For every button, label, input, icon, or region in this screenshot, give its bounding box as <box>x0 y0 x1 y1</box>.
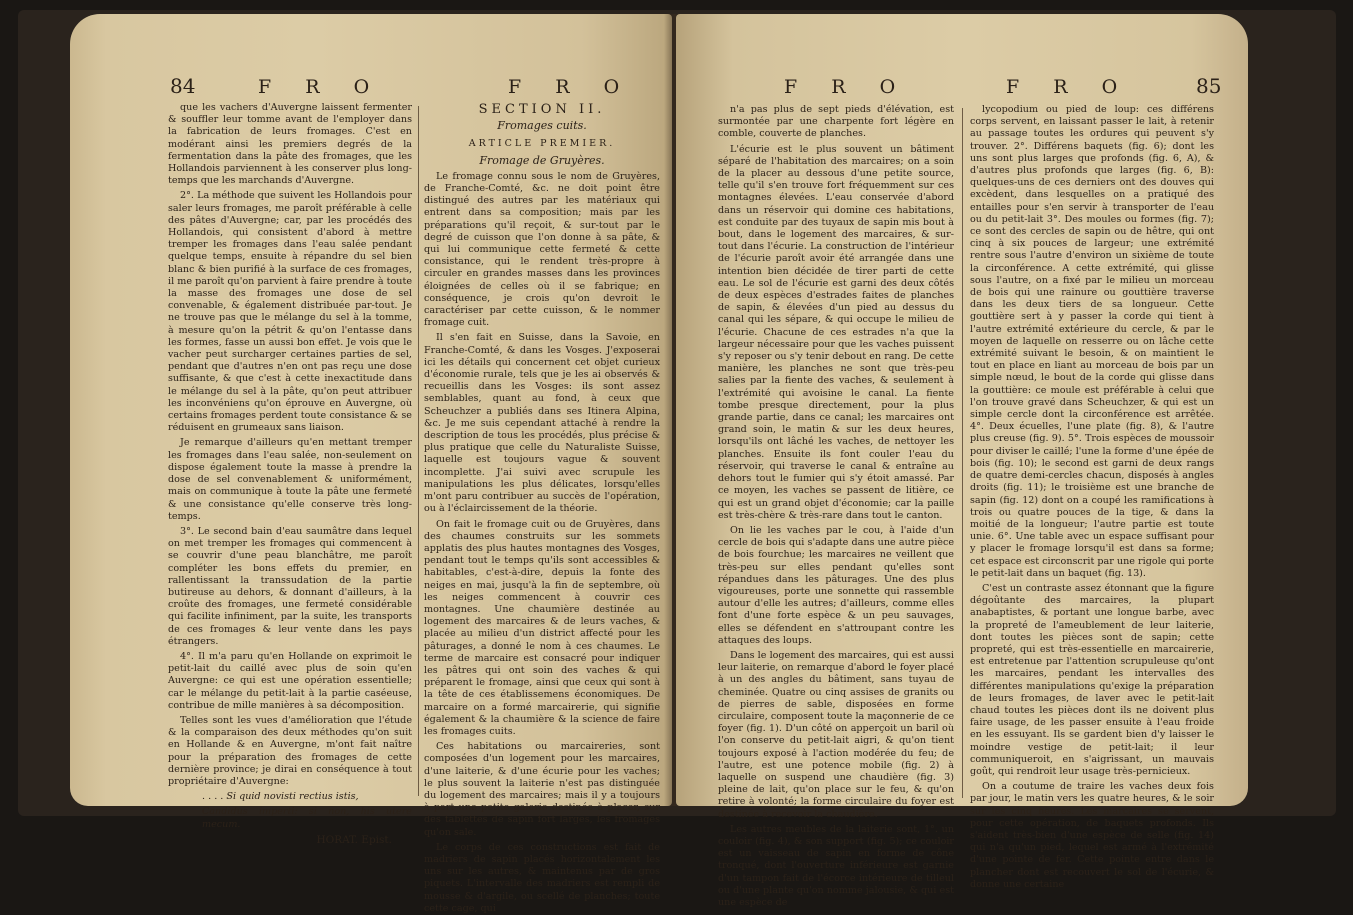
running-head: F R O <box>508 76 634 98</box>
left-page <box>70 14 672 914</box>
paragraph: lycopodium ou pied de loup: ces différens corps servent, en laissant passer le lait, à retenir au passage toutes les ordures qui peuvent s'y trouver. 2°. Différens baquets (fig. 6); dont les uns sont plus larges que profonds (fig. 6, A), & d'autres plus profonds que larges (fig. 6, B): quelques-uns de ces derniers ont des douves qui excèdent, dans lesquelles on a pratiqué des entailles pour s'en servir à transporter de l'eau ou du petit-lait 3°. Des moules ou formes (fig. 7); ce sont des cercles de sapin ou de hêtre, qui ont cinq à six pouces de largeur; une extrémité rentre sous l'autre d'environ un sixième de toute la circonférence. A cette extrémité, qui glisse sous l'autre, on a fixé par le milieu un morceau de bois qui une rainure ou gouttière traverse dans les deux tiers de sa longueur. Cette gouttière sert à y passer la corde qui tient à l'autre extrémité extérieure du cercle, & par le moyen de laquelle on resserre ou on lâche cette extrémité suivant le besoin, & on maintient le tout en place en liant au morceau de bois par un simple nœud, le bout de la corde qui glisse dans la gouttière: ce moule est préférable à celui que l'on trouve gravé dans Scheuchzer, & qui est un simple cercle dont la circonférence est arrêtée. 4°. Deux écuelles, l'une plate (fig. 8), & l'autre plus creuse (fig. 9). 5°. Trois espèces de moussoir pour diviser le caillé; l'une la forme d'une épée de bois (fig. 10); le second est garni de deux rangs de quatre demi-cercles chacun, disposés à angles droits (fig. 11); le troisième est une branche de sapin (fig. 12) dont on a coupé les ramifications à trois ou quatre pouces de la tige, & dans la moitié de la longueur; l'autre partie est toute unie. 6°. Une table avec un espace suffisant pour y placer le fromage lorsqu'il est dans sa forme; cet espace est circonscrit par une rigole qui porte le petit-lait dans un baquet (fig. 13). <box>970 104 1214 579</box>
paragraph: L'écurie est le plus souvent un bâtiment séparé de l'habitation des marcaires; on a soin de la placer au dessous d'une petite source, telle qu'il s'en trouve fort fréquemment sur ces montagnes élevées. L'eau conservée d'abord dans un réservoir qui domine ces habitations, est conduite par des tuyaux de sapin mis bout à bout, dans le logement des marcaires, & sur-tout dans l'écurie. La construction de l'intérieur de l'écurie paroît avoir été arrangée dans une intention bien décidée de tirer parti de cette eau. Le sol de l'écurie est garni des deux côtés de deux espèces d'estrades faites de planches de sapin, & élevées d'un pied au dessus du canal qui les sépare, & qui occupe le milieu de l'écurie. Chacune de ces estrades n'a que la largeur nécessaire pour que les vaches puissent s'y reposer ou s'y tenir debout en rang. De cette manière, les planches ne sont que très-peu salies par la fiente des vaches, & seulement à l'extrémité qui avoisine le canal. La fiente tombe presque directement, pour la plus grande partie, dans ce canal; les marcaires ont grand soin, le matin & sur les deux heures, lorsqu'ils ont lâché les vaches, de nettoyer les planches. Ensuite ils font couler l'eau du réservoir, qui traverse le canal & entraîne au dehors tout le fumier qui s'y étoit amassé. Par ce moyen, les vaches se passent de litière, ce qui est un grand objet d'économie; car la paille est très-chère & très-rare dans tout le canton. <box>718 143 954 521</box>
running-head: F R O <box>784 76 910 98</box>
article-heading: ARTICLE PREMIER. <box>468 138 616 150</box>
quote-attribution: HORAT. Epist. <box>316 833 392 846</box>
text-column-1 <box>168 102 412 846</box>
paragraph: Ces habitations ou marcaireries, sont composées d'un logement pour les marcaires, d'une laiterie, & d'une écurie pour les vaches; le plus souvent la laiterie n'est pas distinguée du logement des marcaires; mais il y a toujours à part une petite galerie destinée à placer, sur des tablettes de sapin fort larges, les fromages qu'on sale. <box>424 741 660 838</box>
right-page <box>676 14 1248 908</box>
paragraph: 3°. Le second bain d'eau saumâtre dans lequel on met tremper les fromages qui commencent à se couvrir d'une peau blanchâtre, me paroît compléter les bons effets du premier, en rallentissant la transsudation de la partie butireuse au dehors, & donnant d'ailleurs, à la croûte des fromages, une fermeté considérable qui facilite infiniment, par la suite, les transports de ces fromages & leur vente dans les pays étrangers. <box>168 525 412 647</box>
text-column-1 <box>718 104 954 908</box>
paragraph: Dans le logement des marcaires, qui est aussi leur laiterie, on remarque d'abord le foyer placé à un des angles du bâtiment, sans tuyau de cheminée. Quatre ou cinq assises de granits ou de pierres de sable, disposées en forme circulaire, composent toute la maçonnerie de ce foyer (fig. 1). D'un côté on apperçoit un baril où l'on conserve du petit-lait aigri, & qu'on tient toujours exposé à l'action modérée du feu; de l'autre, est une potence mobile (fig. 2) à laquelle on suspend une chaudière (fig. 3) pleine de lait, qu'on place sur le feu, & qu'on retire à volonté; la forme circulaire du foyer est destinée à recevoir la chaudière. <box>718 649 954 820</box>
quote-line: . . . . Si quid novisti rectius istis, <box>202 791 359 803</box>
section-heading: SECTION II. <box>478 102 606 117</box>
paragraph: On fait le fromage cuit ou de Gruyères, dans des chaumes construits sur les sommets applatis des plus hautes montagnes des Vosges, pendant tout le temps qu'ils sont accessibles & habitables, c'est-à-dire, depuis la fonte des neiges en mai, jusqu'à la fin de septembre, où les neiges commencent à couvrir ces montagnes. Une chaumière destinée au logement des marcaires & de leurs vaches, & placée au milieu d'un district affecté pour les pâturages, a donné le nom à ces chaumes. Le terme de marcaire est consacré pour indiquer les pâtres qui ont soin des vaches & qui préparent le fromage, ainsi que ceux qui sont à la tête de ces établissemens économiques. De marcaire on a formé marcairerie, qui signifie également & la chaumière & la science de faire les fromages cuits. <box>424 518 660 737</box>
column-divider <box>962 108 963 798</box>
paragraph: On lie les vaches par le cou, à l'aide d'un cercle de bois qui s'adapte dans une autre pièce de bois fourchue; les marcaires ne veillent que très-peu sur elles pendant qu'elles sont répandues dans les pâturages. Une des plus vigoureuses, porte une sonnette qui rassemble autour d'elle les autres; d'ailleurs, comme elles font d'une forte espèce & un peu sauvages, elles se défendent en s'attroupant contre les attaques des loups. <box>718 524 954 646</box>
paragraph: Les autres meubles de la laiterie sont, 1°. un couloir (fig. 4), & son support (fig. 5); ce couloir est un vaisseau de sapin en forme de cône tronqué, dont l'ouverture inférieure est garnie d'un tampon fait de l'écorce intérieure de tilleul ou d'une plante qu'on nomme jalousie, & qui est une espèce de <box>718 823 954 908</box>
paragraph: 2°. La méthode que suivent les Hollandois pour saler leurs fromages, me paroît préférable à celle des pâtes d'Auvergne; car, par les procédés des Hollandois, qui consistent d'abord à mettre tremper les fromages dans l'eau salée pendant quelque temps, ensuite à répandre du sel bien blanc & bien purifié à la surface de ces fromages, il me paroît qu'on parvient à faire prendre à toute la masse des fromages une dose de sel convenable, & également distribuée par-tout. Je ne trouve pas que le mélange du sel à la tomme, à mesure qu'on la pétrit & qu'on l'entasse dans les formes, fasse un aussi bon effet. Je vois que le vacher peut surcharger certaines parties de sel, pendant que d'autres n'en ont pas reçu une dose suffisante, & que c'est à cette inexactitude dans le mélange du sel à la pâte, qu'on peut attribuer les inconvéniens qu'on éprouve en Auvergne, où certains fromages perdent toute consistance & se réduisent en grumeaux sans liaison. <box>168 190 412 434</box>
paragraph: Je remarque d'ailleurs qu'en mettant tremper les fromages dans l'eau salée, non-seulement on dispose également toute la masse à prendre la dose de sel convenablement & uniformément, mais on communique à toute la pâte une fermeté & une consistance qu'elle conserve très long-temps. <box>168 437 412 522</box>
paragraph: Telles sont les vues d'amélioration que l'étude & la comparaison des deux méthodes qu'on suit en Hollande & en Auvergne, m'ont fait naître pour la préparation des fromages de cette dernière province; je dirai en conséquence à tout propriétaire d'Auvergne: <box>168 714 412 787</box>
paragraph: Le fromage connu sous le nom de Gruyères, de Franche-Comté, &c. ne doit point être distingué des autres par les matériaux qui entrent dans sa composition; mais par les préparations qu'il reçoit, & sur-tout par le degré de cuisson que l'on donne à sa pâte, & qui lui communique cette fermeté & cette consistance, qui le rendent très-propre à circuler en grandes masses dans les provinces éloignées de celles où il se fabrique; en conséquence, je crois qu'on devroit le caractériser par cette cuisson, & le nommer fromage cuit. <box>424 170 660 329</box>
page-number: 85 <box>1196 74 1222 98</box>
section-subtitle: Fromages cuits. <box>497 119 587 133</box>
paragraph: n'a pas plus de sept pieds d'élévation, est surmontée par une charpente fort légère en comble, couverte de planches. <box>718 104 954 140</box>
paragraph: C'est un contraste assez étonnant que la figure dégoûtante des marcaires, la plupart anabaptistes, & portant une longue barbe, avec la propreté de l'ameublement de leur laiterie, dont toutes les pièces sont de sapin; cette propreté, qui est très-essentielle en marcairerie, est entretenue par l'attention scrupuleuse qu'ont les marcaires, pendant les intervalles des différentes manipulations qu'exige la préparation de leurs fromages, de laver avec le petit-lait chaud toutes les pièces dont ils ne doivent plus faire usage, de les passer ensuite à l'eau froide en les essuyant. Ils se gardent bien d'y laisser le moindre vestige de petit-lait; il leur communiqueroit, en s'aigrissant, un mauvais goût, qui rendroit leur usage très-pernicieux. <box>970 582 1214 777</box>
article-title: Fromage de Gruyères. <box>479 153 605 167</box>
page-number: 84 <box>170 74 196 98</box>
paragraph: que les vachers d'Auvergne laissent fermenter & souffler leur tomme avant de l'employer dans la fabrication de leurs fromages. C'est en modérant ainsi les premiers degrés de la fermentation dans la pâte des fromages, que les Hollandois parviennent à les conserver plus long-temps que les marchands d'Auvergne. <box>168 102 412 187</box>
quote-line: Candidus imperti: si non, his utere mecum. <box>202 806 412 830</box>
paragraph: 4°. Il m'a paru qu'en Hollande on exprimoit le petit-lait du caillé avec plus de soin qu'en Auvergne: ce qui est une opération essentielle; car le mélange du petit-lait à la partie caséeuse, contribue de mille manières à sa décomposition. <box>168 650 412 711</box>
text-column-2 <box>424 102 660 914</box>
paragraph: Il s'en fait en Suisse, dans la Savoie, en Franche-Comté, & dans les Vosges. J'exposerai ici les détails qui concernent cet objet curieux d'économie rurale, tels que je les ai observés & recueillis dans les Vosges: ils sont assez semblables, quant au fond, à ceux que Scheuchzer a publiés dans ses Itinera Alpina, &c. Je me suis cependant attaché à rendre la description de tous les procédés, plus précise & plus pratique que celle du Naturaliste Suisse, laquelle est toujours vague & souvent incomplette. J'ai suivi avec scrupule les manipulations les plus délicates, lorsqu'elles m'ont paru contribuer au succès de l'opération, ou à l'éclaircissement de la théorie. <box>424 332 660 515</box>
paragraph: On a coutume de traire les vaches deux fois par jour, le matin vers les quatre heures, & le soir sur les cinq heures. Les marcaires se servent, pour cette opération, de baquets profonds. Ils s'aident très-bien d'une espèce de selle (fig. 14) qui n'a qu'un pied, lequel est armé à l'extrémité d'une pointe de fer. Cette pointe entre dans le plancher dont est recouvert le sol de l'écurie, & donne une certaine <box>970 781 1214 890</box>
running-head: F R O <box>1006 76 1132 98</box>
running-head: F R O <box>258 76 384 98</box>
text-column-2 <box>970 104 1214 890</box>
paragraph: Le corps de ces constructions est fait de madriers de sapin placés horizontalement les uns sur les autres, & maintenus par de gros piquets. L'intervalle des madriers est rempli de mousse & d'argile, ou scellé de planches; toute cette cage, qui <box>424 841 660 914</box>
column-divider <box>418 106 419 796</box>
